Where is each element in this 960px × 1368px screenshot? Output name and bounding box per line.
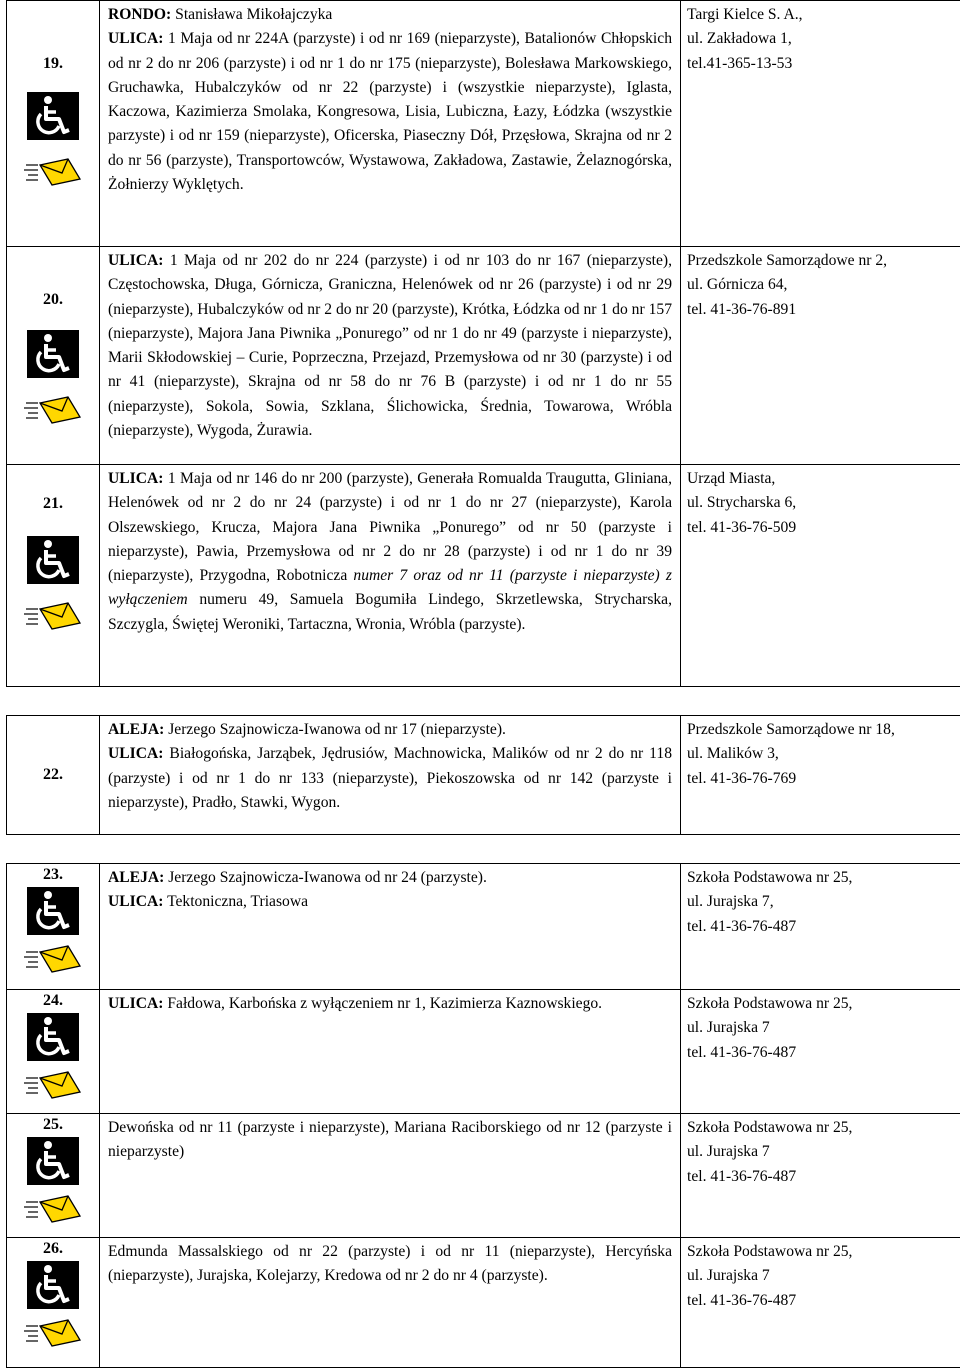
place-phone: tel. 41-36-76-891 [687, 298, 957, 322]
polling-place [681, 465, 960, 687]
place-phone: tel. 41-36-76-487 [687, 1289, 957, 1313]
place-address: ul. Zakładowa 1, [687, 27, 957, 51]
wheelchair-icon [26, 886, 80, 936]
wheelchair-icon [26, 329, 80, 379]
place-address: ul. Jurajska 7 [687, 1264, 957, 1288]
district-number: 19. [7, 55, 99, 73]
place-name: Szkoła Podstawowa nr 25, [687, 992, 957, 1016]
district-number-cell [7, 1114, 100, 1238]
streets-text: Edmunda Massalskiego od nr 22 (parzyste) i od nr 11 (nieparzyste), Hercyńska (nieparzyste), Jurajska, Kolejarzy, Kredowa od nr 2 do nr 4 (parzyste). [108, 1240, 672, 1289]
streets-text: Dewońska od nr 11 (parzyste i nieparzyste), Mariana Raciborskiego od nr 12 (parzyste i nieparzyste) [108, 1116, 672, 1165]
district-number: 25. [7, 1116, 99, 1134]
district-number: 22. [43, 766, 63, 784]
streets-text: RONDO: Stanisława Mikołajczyka ULICA: 1 Maja od nr 224A (parzyste) i od nr 169 (nieparzyste), Batalionów Chłopskich od nr 2 do nr 206 (parzyste) i od nr 1 do nr 175 (nieparzyste), Bolesława Markowskiego, Gruchawka, Hubalczyków od nr 22 (parzyste) i (wszystkie nieparzyste), Iglasta, Kaczowa, Kazimierza Smolaka, Kongresowa, Lisia, Lubiczna, Łazy, Łódzka (wszystkie parzyste) i od nr 159 (nieparzyste), Oficerska, Piaseczny Dół, Przęsłowa, Skrajna od nr 2 do nr 56 (parzyste), Transportowców, Wystawowa, Zakładowa, Zastawie, Żelaznogórska, Żołnierzy Wyklętych. [108, 3, 672, 197]
district-number-cell [7, 716, 100, 835]
district-streets [100, 1238, 681, 1368]
district-number-cell [7, 1238, 100, 1368]
place-phone: tel. 41-36-76-509 [687, 516, 957, 540]
streets-text: ULICA: 1 Maja od nr 146 do nr 200 (parzyste), Generała Romualda Traugutta, Gliniana, Helenówek od nr 2 do nr 24 (parzyste) i od nr 1 do nr 27 (nieparzyste), Karola Olszewskiego, Krucza, Majora Jana Piwnika „Ponurego” od nr 50 (parzyste i nieparzyste), Pawia, Przemysłowa od nr 2 do nr 28 (parzyste) i od nr 1 do nr 39 (nieparzyste), Przygodna, Robotnicza numer 7 oraz od nr 11 (parzyste i nieparzyste) z wyłączeniem numeru 49, Samuela Bogumiła Lindego, Skrzetlewska, Strycharska, Szczygla, Świętej Weroniki, Tartaczna, Wronia, Wróbla (parzyste). [108, 467, 672, 637]
district-row [7, 990, 960, 1114]
polling-place [681, 1238, 960, 1368]
wheelchair-icon [26, 1260, 80, 1310]
envelope-icon [24, 601, 82, 631]
place-name: Przedszkole Samorządowe nr 18, [687, 718, 957, 742]
wheelchair-icon [26, 1012, 80, 1062]
place-name: Urząd Miasta, [687, 467, 957, 491]
polling-place [681, 247, 960, 465]
place-address: ul. Jurajska 7 [687, 1016, 957, 1040]
place-name: Szkoła Podstawowa nr 25, [687, 866, 957, 890]
district-number-cell [7, 864, 100, 990]
district-row [7, 1, 960, 247]
district-streets [100, 247, 681, 465]
envelope-icon [24, 1318, 82, 1348]
districts-table [6, 0, 960, 1368]
district-streets [100, 1114, 681, 1238]
polling-place [681, 864, 960, 990]
envelope-icon [24, 1194, 82, 1224]
district-number: 24. [7, 992, 99, 1010]
place-name: Szkoła Podstawowa nr 25, [687, 1116, 957, 1140]
district-row [7, 1238, 960, 1368]
place-address: ul. Górnicza 64, [687, 273, 957, 297]
polling-place [681, 1114, 960, 1238]
streets-text: ALEJA: Jerzego Szajnowicza-Iwanowa od nr 17 (nieparzyste). ULICA: Białogońska, Jarząbek, Jędrusiów, Machnowicka, Malików od nr 2 do nr 118 (parzyste) i od nr 1 do nr 133 (nieparzyste), Piekoszowska od nr 142 (parzyste i nieparzyste), Pradło, Stawki, Wygon. [108, 718, 672, 815]
streets-text: ULICA: 1 Maja od nr 202 do nr 224 (parzyste) i od nr 103 do nr 167 (nieparzyste), Częstochowska, Długa, Górnicza, Graniczna, Helenówek od nr 26 (parzyste) i od nr 29 (nieparzyste), Hubalczyków od nr 2 do nr 20 (parzyste), Krótka, Łódzka od nr 1 do nr 157 (nieparzyste), Majora Jana Piwnika „Ponurego” od nr 1 do nr 49 (parzyste i nieparzyste), Marii Skłodowskiej – Curie, Poprzeczna, Przejazd, Przemysłowa od nr 30 (parzyste) i od nr 41 (nieparzyste), Skrajna od nr 58 do nr 76 B (parzyste) i od nr 1 do nr 55 (nieparzyste), Sokola, Sowia, Szklana, Ślichowicka, Średnia, Towarowa, Wróbla (nieparzyste), Wygoda, Żurawia. [108, 249, 672, 443]
district-number-cell [7, 465, 100, 687]
district-number-cell [7, 247, 100, 465]
envelope-icon [24, 1070, 82, 1100]
district-number-cell [7, 990, 100, 1114]
place-address: ul. Strycharska 6, [687, 491, 957, 515]
district-number-cell [7, 1, 100, 247]
place-name: Przedszkole Samorządowe nr 2, [687, 249, 957, 273]
streets-text: ALEJA: Jerzego Szajnowicza-Iwanowa od nr 24 (parzyste). ULICA: Tektoniczna, Triasowa [108, 866, 672, 915]
place-phone: tel. 41-36-76-487 [687, 1165, 957, 1189]
place-name: Szkoła Podstawowa nr 25, [687, 1240, 957, 1264]
wheelchair-icon [26, 1136, 80, 1186]
district-streets [100, 716, 681, 835]
district-row [7, 1114, 960, 1238]
district-row [7, 716, 960, 835]
envelope-icon [24, 944, 82, 974]
place-address: ul. Malików 3, [687, 742, 957, 766]
district-number: 23. [7, 866, 99, 884]
place-phone: tel.41-365-13-53 [687, 52, 957, 76]
place-address: ul. Jurajska 7 [687, 1140, 957, 1164]
place-address: ul. Jurajska 7, [687, 890, 957, 914]
streets-text: ULICA: Fałdowa, Karbońska z wyłączeniem nr 1, Kazimierza Kaznowskiego. [108, 992, 672, 1016]
wheelchair-icon [26, 535, 80, 585]
district-streets [100, 990, 681, 1114]
district-row [7, 465, 960, 687]
section-gap [7, 687, 960, 716]
district-row [7, 864, 960, 990]
place-phone: tel. 41-36-76-487 [687, 1041, 957, 1065]
district-number: 21. [7, 495, 99, 513]
district-number: 26. [7, 1240, 99, 1258]
polling-place [681, 990, 960, 1114]
district-streets [100, 864, 681, 990]
wheelchair-icon [26, 91, 80, 141]
polling-place [681, 716, 960, 835]
district-row [7, 247, 960, 465]
district-streets [100, 465, 681, 687]
place-phone: tel. 41-36-76-769 [687, 767, 957, 791]
district-streets [100, 1, 681, 247]
section-gap [7, 835, 960, 864]
polling-place [681, 1, 960, 247]
place-name: Targi Kielce S. A., [687, 3, 957, 27]
envelope-icon [24, 157, 82, 187]
envelope-icon [24, 395, 82, 425]
place-phone: tel. 41-36-76-487 [687, 915, 957, 939]
district-number: 20. [7, 291, 99, 309]
